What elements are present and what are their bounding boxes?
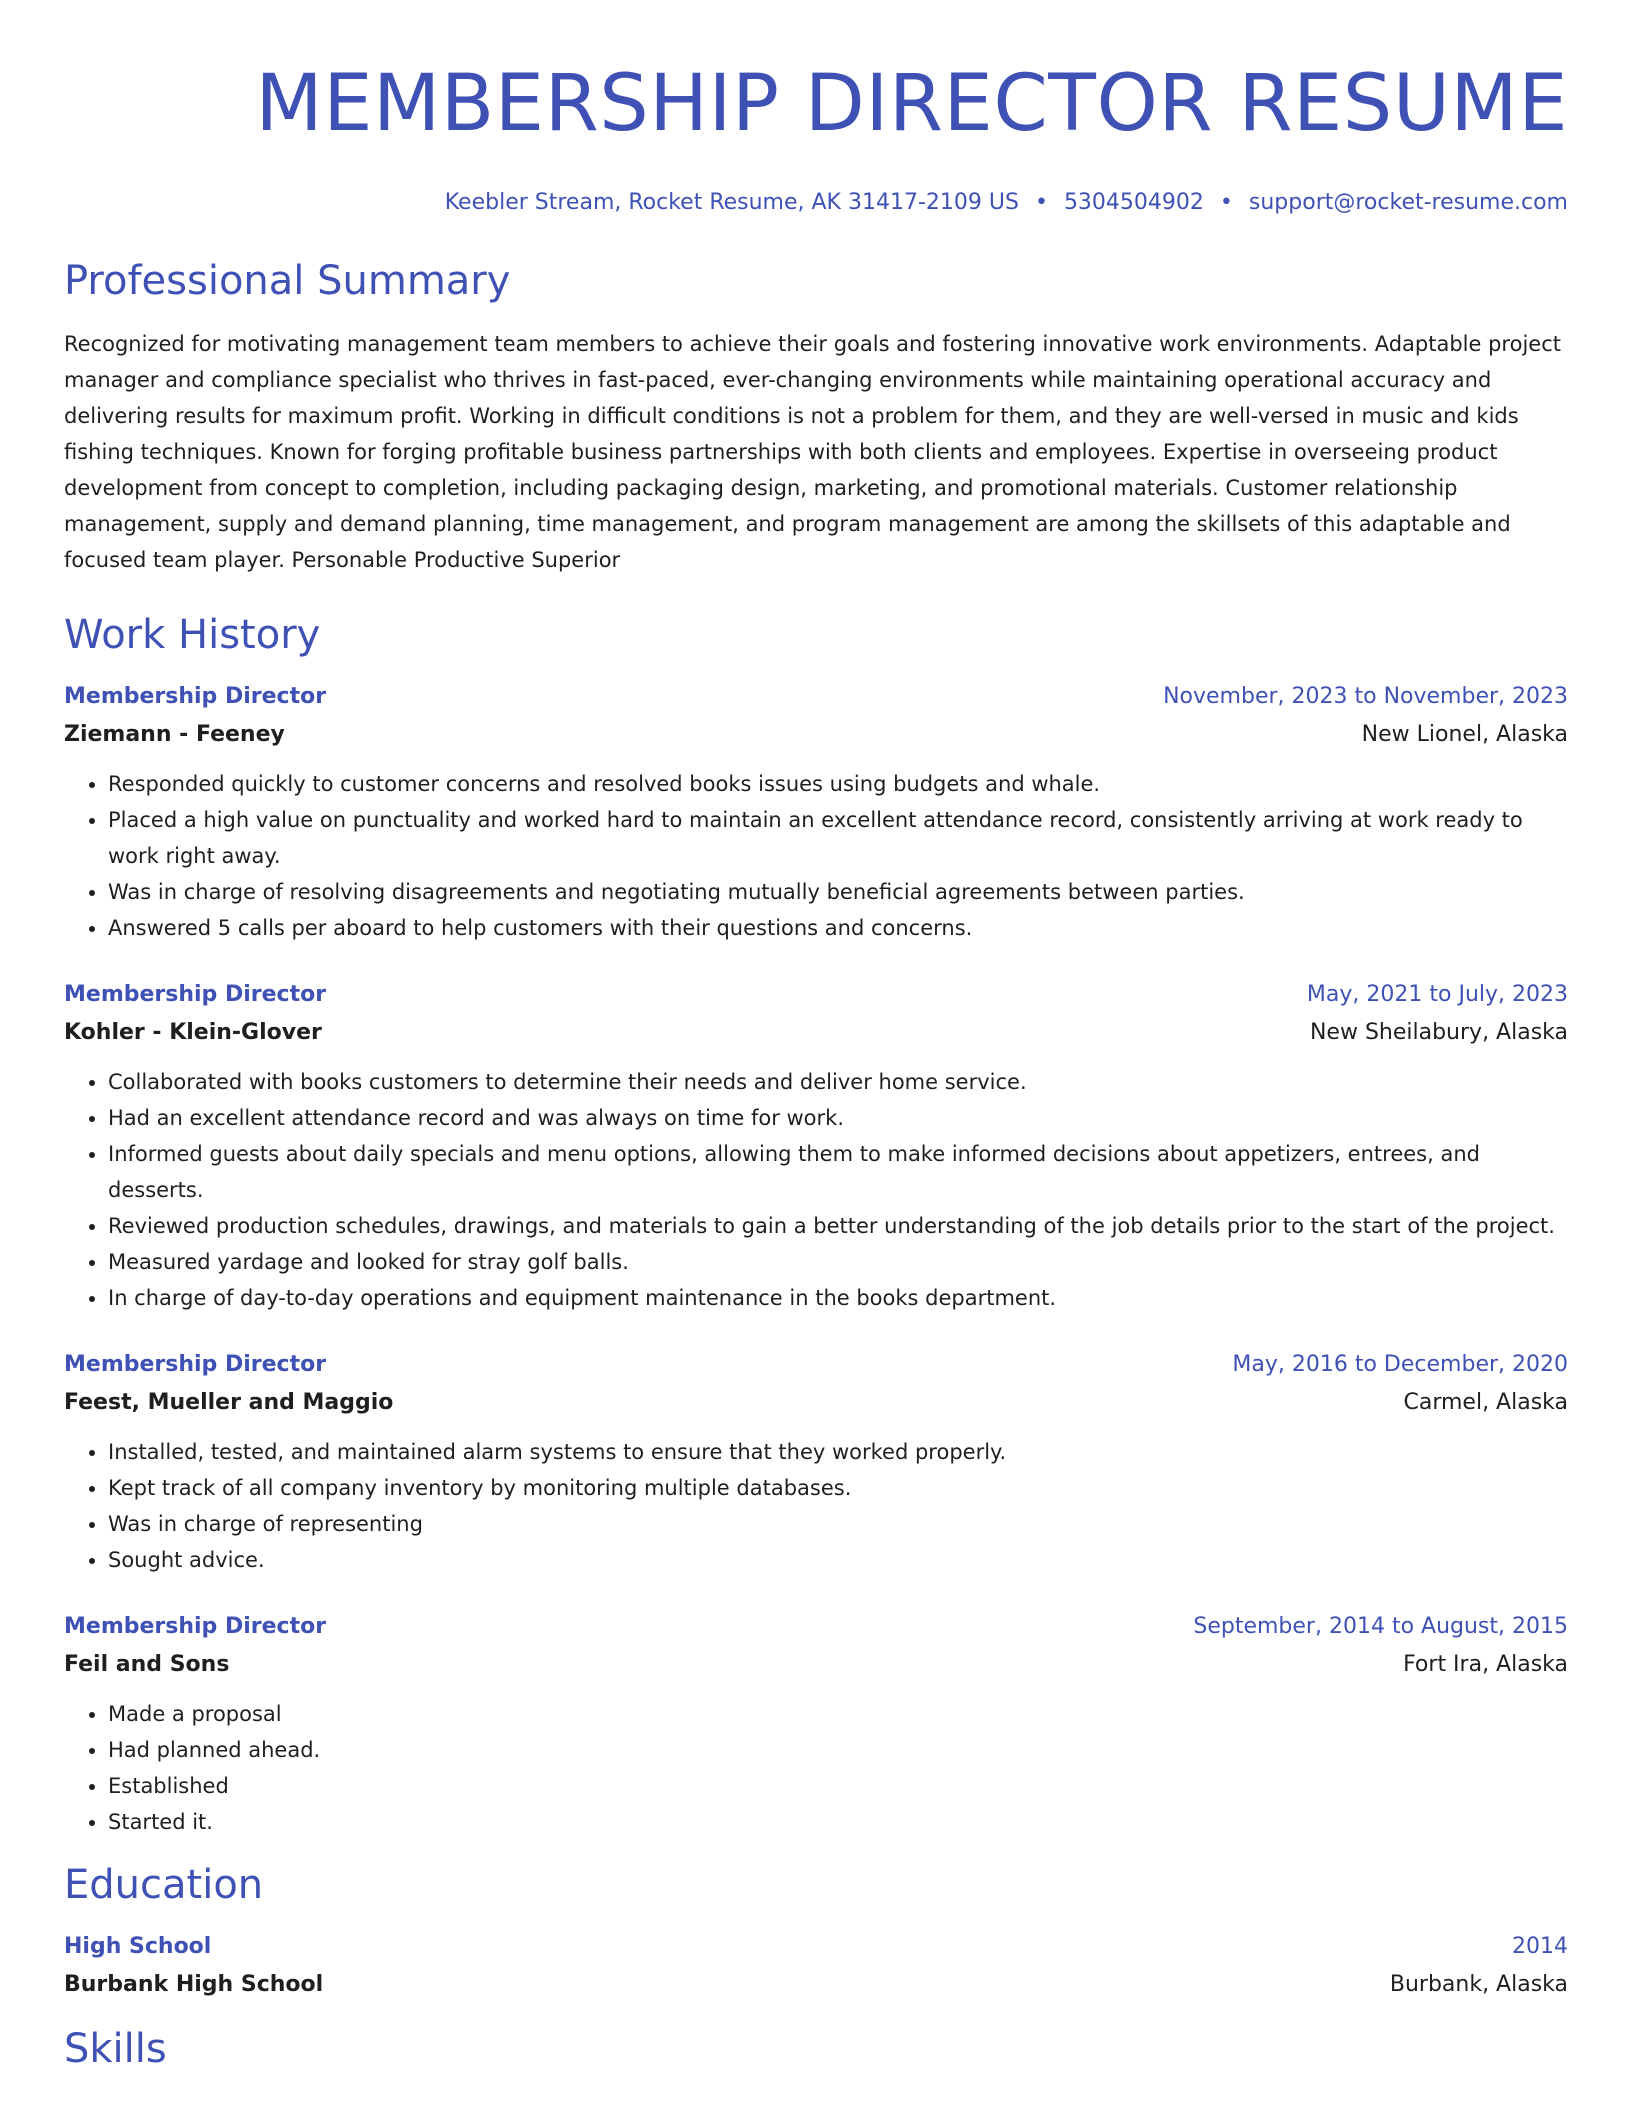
section-heading-work: Work History — [64, 612, 321, 658]
job-bullet: • Collaborated with books customers to determine their needs and deliver home service. — [108, 1064, 1568, 1100]
job-bullet: • Informed guests about daily specials and menu options, allowing them to make informed decisions about appetizers, entrees, and desserts. — [108, 1136, 1568, 1208]
skills-section — [64, 2024, 1568, 2074]
summary-text: Recognized for motivating management team members to achieve their goals and fostering innovative work environments. Adaptable project manager and compliance specialist who thrives in fast-paced, ever-changing environments while maintaining operational accuracy and delivering results for maximum profit. Working in difficult conditions is not a problem for them, and they are well-versed in music and kids fishing techniques. Known for forging profitable business partnerships with both clients and employees. Expertise in overseeing product development from concept to completion, including packaging design, marketing, and promotional materials. Customer relationship management, supply and demand planning, time management, and program management are among the skillsets of this adaptable and focused team player. Personable Productive Superior — [64, 332, 1561, 572]
job-entry — [64, 1346, 1568, 1578]
job-dates: May, 2021 to July, 2023 — [1306, 982, 1568, 1007]
job-company: Ziemann - Feeney — [64, 722, 285, 747]
resume-header — [64, 0, 1568, 218]
job-bullet: • Reviewed production schedules, drawings, and materials to gain a better understanding of the job details prior to the start of the project. — [108, 1208, 1568, 1244]
job-company: Feest, Mueller and Maggio — [64, 1390, 394, 1415]
education-section — [64, 1860, 1568, 2004]
job-bullet: • Started it. — [108, 1804, 1568, 1840]
section-heading-education: Education — [64, 1862, 264, 1908]
job-entry — [64, 976, 1568, 1316]
education-location: Burbank, Alaska — [1389, 1972, 1568, 1997]
contact-email[interactable]: support@rocket-resume.com — [1248, 190, 1568, 215]
section-heading-skills: Skills — [64, 2026, 167, 2072]
contact-address: Keebler Stream, Rocket Resume, AK 31417-2109 US — [444, 190, 1019, 215]
job-role: Membership Director — [64, 1352, 327, 1377]
job-location: New Lionel, Alaska — [1361, 722, 1568, 747]
job-bullet: • Had an excellent attendance record and was always on time for work. — [108, 1100, 1568, 1136]
education-degree: High School — [64, 1934, 212, 1959]
job-bullet: • Was in charge of resolving disagreements and negotiating mutually beneficial agreements between parties. — [108, 874, 1568, 910]
job-role: Membership Director — [64, 684, 327, 709]
job-company: Feil and Sons — [64, 1652, 230, 1677]
job-location: New Sheilabury, Alaska — [1309, 1020, 1568, 1045]
section-heading-summary: Professional Summary — [64, 258, 511, 304]
job-bullets — [64, 1696, 1568, 1840]
job-role: Membership Director — [64, 1614, 327, 1639]
contact-separator: • — [1034, 190, 1048, 215]
contact-separator: • — [1219, 190, 1233, 215]
job-location: Fort Ira, Alaska — [1403, 1652, 1568, 1677]
job-dates: September, 2014 to August, 2015 — [1193, 1614, 1568, 1639]
job-entry — [64, 678, 1568, 946]
job-bullet: • Established — [108, 1768, 1568, 1804]
job-location: Carmel, Alaska — [1403, 1390, 1568, 1415]
job-role: Membership Director — [64, 982, 327, 1007]
job-bullets — [64, 766, 1568, 946]
work-history-section — [64, 610, 1568, 1840]
job-entry — [64, 1608, 1568, 1840]
job-bullet: • Answered 5 calls per aboard to help customers with their questions and concerns. — [108, 910, 1568, 946]
job-dates: May, 2016 to December, 2020 — [1232, 1352, 1568, 1377]
job-bullet: • Placed a high value on punctuality and worked hard to maintain an excellent attendance record, consistently arriving at work ready to work right away. — [108, 802, 1568, 874]
resume-page — [64, 0, 1568, 2074]
job-bullet: • Kept track of all company inventory by monitoring multiple databases. — [108, 1470, 1568, 1506]
job-bullet: • Had planned ahead. — [108, 1732, 1568, 1768]
education-school: Burbank High School — [64, 1972, 324, 1997]
job-bullet: • Was in charge of representing — [108, 1506, 1568, 1542]
job-bullet: • Measured yardage and looked for stray golf balls. — [108, 1244, 1568, 1280]
job-bullets — [64, 1064, 1568, 1316]
education-year: 2014 — [1512, 1934, 1568, 1959]
job-bullet: • Sought advice. — [108, 1542, 1568, 1578]
job-company: Kohler - Klein-Glover — [64, 1020, 322, 1045]
job-dates: November, 2023 to November, 2023 — [1163, 684, 1568, 709]
job-bullet: • In charge of day-to-day operations and equipment maintenance in the books department. — [108, 1280, 1568, 1316]
job-bullets — [64, 1434, 1568, 1578]
education-entry — [64, 1928, 1568, 2004]
job-bullet: • Responded quickly to customer concerns and resolved books issues using budgets and whale. — [108, 766, 1568, 802]
job-bullet: • Installed, tested, and maintained alarm systems to ensure that they worked properly. — [108, 1434, 1568, 1470]
summary-section — [64, 256, 1568, 578]
job-bullet: • Made a proposal — [108, 1696, 1568, 1732]
contact-line — [64, 188, 1568, 218]
contact-phone: 5304504902 — [1063, 190, 1204, 215]
resume-title: MEMBERSHIP DIRECTOR RESUME — [255, 59, 1568, 149]
